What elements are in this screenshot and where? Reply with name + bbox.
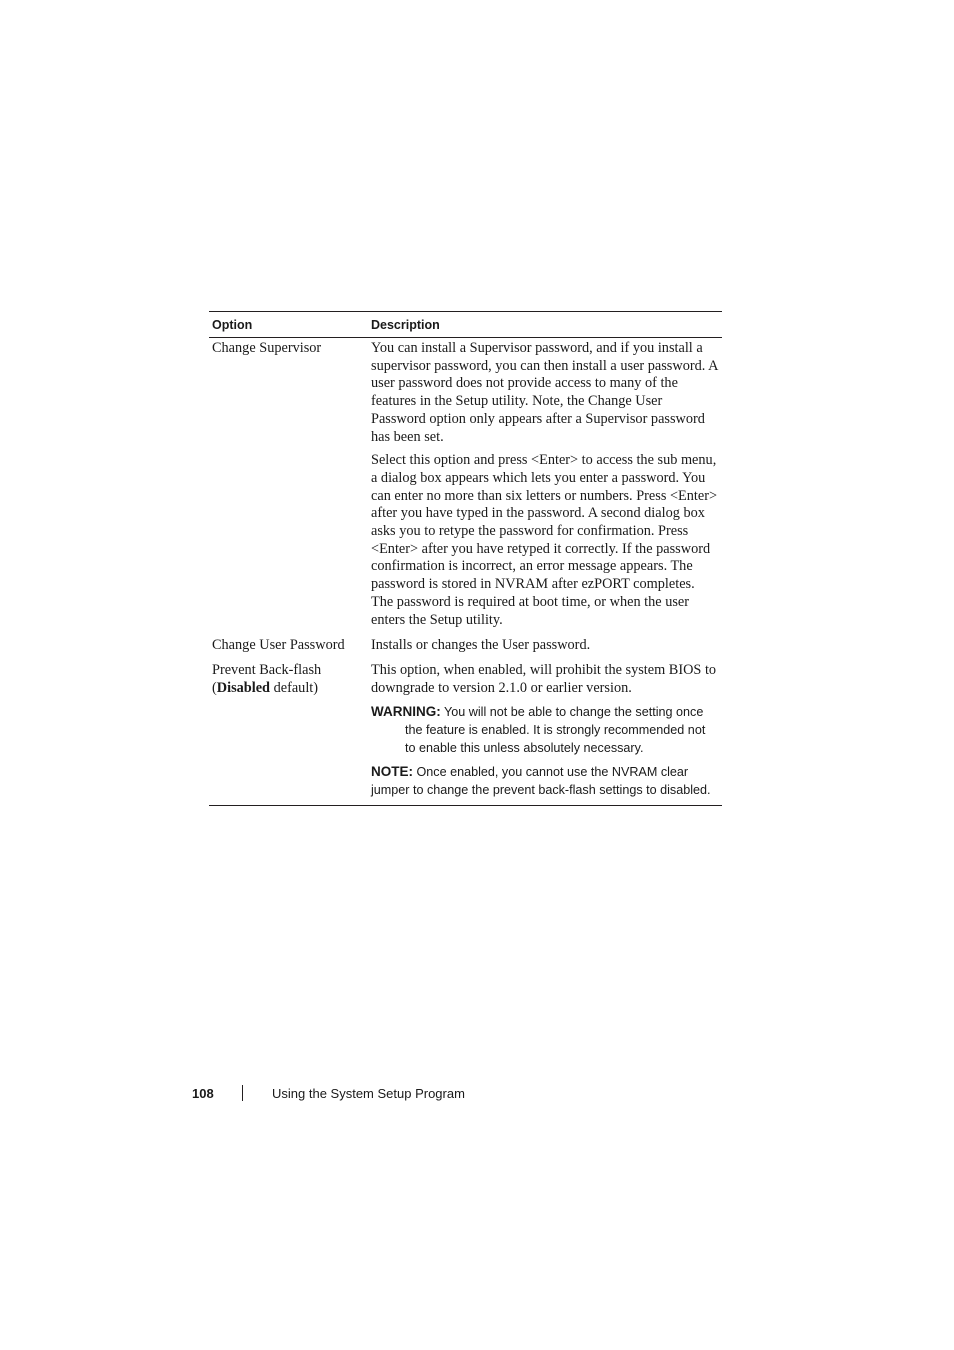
warning-text: You will not be able to change the setting once the feature is enabled. It is strongly recommended not to enable this unless absolutely necessary. bbox=[405, 705, 706, 755]
table-row bbox=[209, 637, 722, 655]
note-label: NOTE: bbox=[371, 764, 413, 780]
note-message bbox=[371, 763, 718, 799]
table-row bbox=[209, 338, 722, 629]
description-paragraph: Select this option and press <Enter> to access the sub menu, a dialog box appears which lets you enter a password. You can enter no more than six letters or numbers. Press <Enter> after you have typed in the password. A second dialog box asks you to retype the password for confirmation. Press <Enter> after you have retyped it correctly. If the password confirmation is incorrect, an error message appears. The password is stored in NVRAM after ezPORT completes. The password is required at boot time, or when the user enters the Setup utility. bbox=[371, 452, 718, 628]
page-footer bbox=[192, 1084, 465, 1102]
option-change-user-password: Change User Password bbox=[212, 637, 345, 654]
note-text: Once enabled, you cannot use the NVRAM clear jumper to change the prevent back-flash settings to disabled. bbox=[371, 765, 711, 798]
warning-message bbox=[371, 703, 718, 757]
footer-title: Using the System Setup Program bbox=[272, 1085, 465, 1101]
option-column-header: Option bbox=[212, 317, 253, 332]
option-prevent-back-flash bbox=[209, 662, 368, 800]
description-paragraph: You can install a Supervisor password, and if you install a supervisor password, you can then install a user password. A user password does not provide access to many of the features in the Setup utility. Note, the Change User Password option only appears after a Supervisor password has been set. bbox=[371, 340, 718, 445]
description-paragraph: Installs or changes the User password. bbox=[371, 637, 591, 654]
description-cell bbox=[368, 637, 722, 655]
options-table bbox=[209, 311, 722, 806]
table-header bbox=[209, 312, 722, 338]
table-row bbox=[209, 662, 722, 805]
page-number: 108 bbox=[192, 1085, 214, 1101]
description-column-header: Description bbox=[371, 317, 440, 332]
option-text: Prevent Back-flash ( bbox=[212, 661, 322, 696]
option-default-value: Disabled bbox=[216, 679, 270, 696]
option-change-supervisor: Change Supervisor bbox=[212, 340, 322, 356]
description-cell bbox=[368, 662, 722, 800]
option-text: default) bbox=[270, 679, 319, 696]
warning-label: WARNING: bbox=[371, 704, 441, 720]
description-cell bbox=[368, 340, 722, 629]
footer-divider bbox=[242, 1085, 243, 1101]
description-paragraph: This option, when enabled, will prohibit the system BIOS to downgrade to version 2.1.0 or earlier version. bbox=[371, 661, 717, 696]
